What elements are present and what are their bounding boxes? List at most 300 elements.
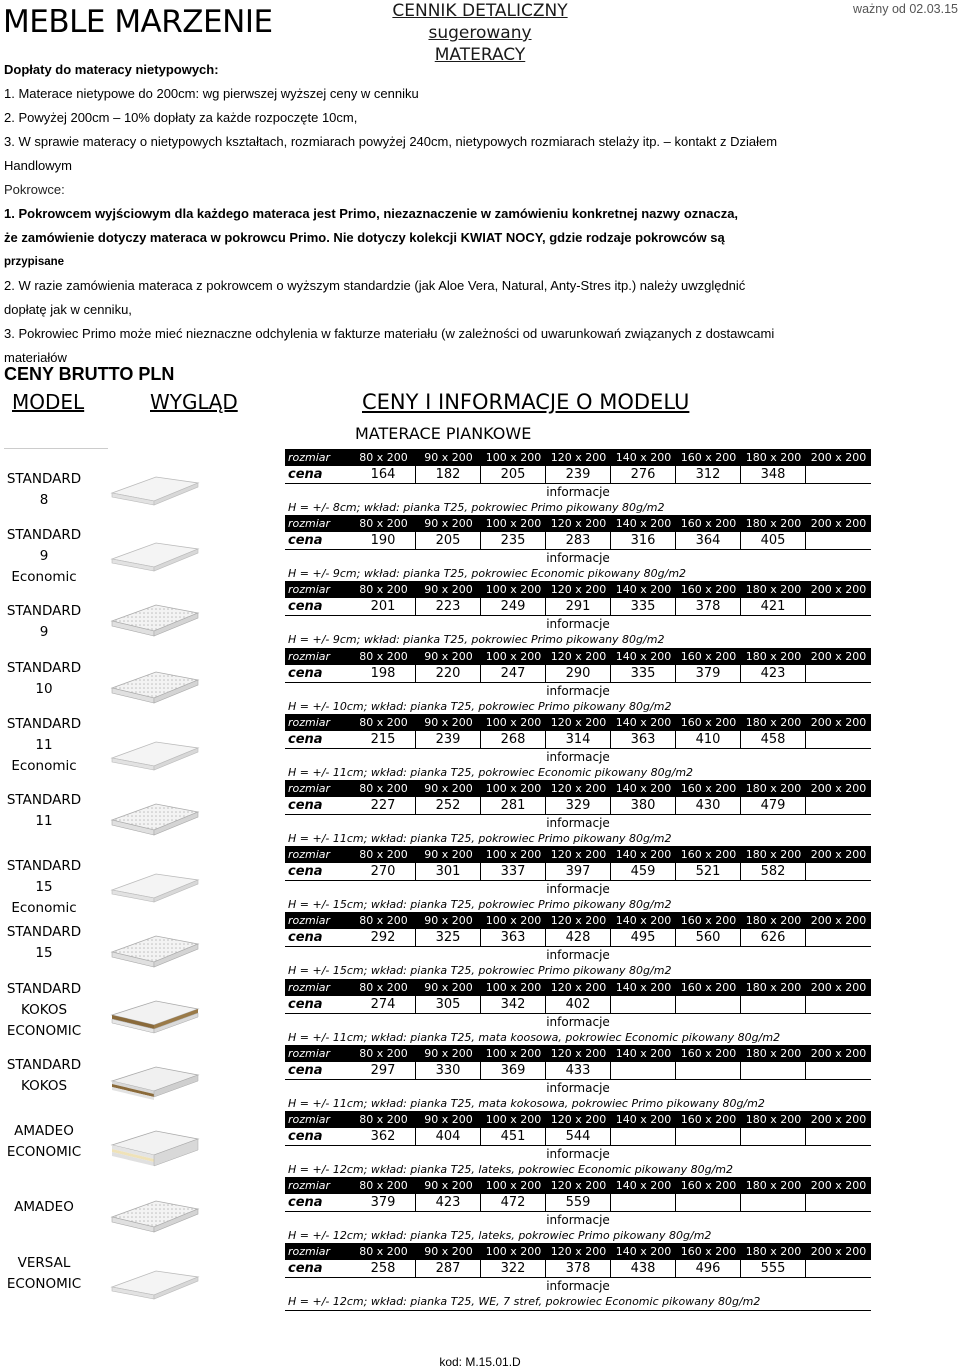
size-cell: 90 x 200	[424, 1113, 473, 1126]
size-cell: 200 x 200	[810, 1046, 867, 1060]
price-table	[285, 449, 871, 517]
mattress-image	[106, 794, 202, 838]
size-cell: 180 x 200	[745, 1046, 802, 1060]
covers-item-3: materiałów	[4, 350, 67, 365]
size-cell: 80 x 200	[359, 649, 408, 663]
price-table	[285, 846, 871, 914]
model-name-line: STANDARD	[6, 980, 82, 997]
size-cell: 160 x 200	[680, 980, 737, 994]
price-cell: 283	[546, 532, 611, 549]
price-cell	[806, 797, 870, 814]
size-cell: 200 x 200	[810, 782, 867, 795]
size-cell: 80 x 200	[359, 1245, 408, 1259]
price-cell	[611, 1194, 676, 1211]
price-cell: 223	[416, 598, 481, 615]
model-name	[4, 1055, 84, 1097]
model-name	[4, 856, 84, 919]
size-cell: 160 x 200	[680, 583, 737, 597]
price-cell: 198	[351, 665, 416, 682]
price-cell: 582	[741, 863, 806, 880]
price-cell: 423	[741, 665, 806, 682]
price-cell	[806, 532, 870, 549]
price-cell	[741, 1062, 806, 1079]
model-name-line: 15 Economic	[11, 879, 77, 917]
price-cell: 291	[546, 598, 611, 615]
price-cell: 458	[741, 731, 806, 748]
size-cell: 140 x 200	[615, 1046, 672, 1060]
price-cell	[676, 1128, 741, 1145]
price-cell: 239	[416, 731, 481, 748]
price-cell: 335	[611, 665, 676, 682]
price-cell: 495	[611, 929, 676, 946]
model-name-line: STANDARD	[6, 924, 82, 941]
price-table	[285, 1177, 871, 1245]
price-cell: 301	[416, 863, 481, 880]
model-name-line: STANDARD	[6, 1056, 82, 1073]
price-cell	[806, 665, 870, 682]
price-cell: 190	[351, 532, 416, 549]
model-info: H = +/- 11cm; wkład: pianka T25, pokrowiec Economic pikowany 80g/m2	[285, 765, 871, 782]
divider	[4, 448, 108, 449]
size-cell: 120 x 200	[550, 1113, 607, 1126]
size-cell: 100 x 200	[485, 1046, 542, 1060]
size-row	[285, 648, 871, 665]
mattress-image	[106, 529, 202, 573]
price-cell	[806, 929, 870, 946]
covers-item-1: 1. Pokrowcem wyjściowym dla każdego materaca jest Primo, niezaznaczenie w zamówieniu konkretnej nazwy oznacza,	[4, 206, 739, 221]
size-cell: 90 x 200	[424, 914, 473, 928]
price-row	[285, 598, 871, 616]
mattress-image	[106, 595, 202, 639]
price-cell	[611, 1062, 676, 1079]
surcharge-item: 2. Powyżej 200cm – 10% dopłaty za każde rozpoczęte 10cm,	[4, 110, 358, 125]
size-cell: 140 x 200	[615, 517, 672, 531]
info-label: informacje	[546, 1014, 610, 1029]
price-table	[285, 1045, 871, 1113]
price-table	[285, 714, 871, 782]
size-cell: 120 x 200	[550, 583, 607, 597]
size-cell: 200 x 200	[810, 1179, 867, 1193]
price-row	[285, 1194, 871, 1212]
size-row	[285, 912, 871, 929]
size-cell: 90 x 200	[424, 782, 473, 795]
price-table	[285, 912, 871, 980]
size-cell: 120 x 200	[550, 848, 607, 862]
size-cell: 200 x 200	[810, 1245, 867, 1259]
column-header-model: MODEL	[12, 390, 85, 414]
size-cell: 200 x 200	[810, 583, 867, 597]
size-cell: 90 x 200	[424, 1179, 473, 1193]
mattress-image	[106, 860, 202, 904]
size-cell: 180 x 200	[745, 1179, 802, 1193]
price-row	[285, 665, 871, 683]
size-cell: 180 x 200	[745, 782, 802, 795]
info-label: informacje	[546, 948, 610, 963]
price-row-label: cena	[288, 798, 323, 813]
price-row	[285, 466, 871, 484]
column-header-look: WYGLĄD	[150, 390, 238, 414]
price-row-label: cena	[288, 599, 323, 615]
size-cell: 200 x 200	[810, 649, 867, 663]
size-cell: 100 x 200	[485, 517, 542, 531]
price-row-label: cena	[288, 1062, 323, 1078]
size-row-label: rozmiar	[288, 517, 331, 531]
model-info: H = +/- 8cm; wkład: pianka T25, pokrowiec Primo pikowany 80g/m2	[285, 500, 871, 517]
price-cell: 215	[351, 731, 416, 748]
info-label: informacje	[546, 485, 610, 499]
model-name-line: Economic	[11, 757, 77, 774]
model-name-line: STANDARD	[6, 858, 82, 875]
price-cell	[741, 1128, 806, 1145]
section-title: MATERACE PIANKOWE	[355, 424, 532, 443]
size-row-label: rozmiar	[288, 848, 331, 862]
price-cell: 451	[481, 1128, 546, 1145]
size-row-label: rozmiar	[288, 649, 331, 663]
price-cell: 404	[416, 1128, 481, 1145]
price-cell: 364	[676, 532, 741, 549]
price-cell: 235	[481, 532, 546, 549]
size-cell: 120 x 200	[550, 1245, 607, 1259]
surcharge-heading: Dopłaty do materacy nietypowych:	[4, 62, 219, 77]
size-cell: 180 x 200	[745, 451, 802, 464]
size-cell: 140 x 200	[615, 1245, 672, 1259]
price-cell: 410	[676, 731, 741, 748]
size-cell: 100 x 200	[485, 451, 542, 464]
size-row-label: rozmiar	[288, 451, 331, 464]
model-info: H = +/- 12cm; wkład: pianka T25, lateks, pokrowiec Primo pikowany 80g/m2	[285, 1228, 871, 1245]
price-cell: 560	[676, 929, 741, 946]
model-name-line: KOKOS	[20, 1001, 68, 1018]
price-cell: 626	[741, 929, 806, 946]
size-cell: 100 x 200	[485, 782, 542, 795]
size-row-label: rozmiar	[288, 715, 331, 729]
price-cell: 433	[546, 1062, 611, 1079]
model-info: H = +/- 11cm; wkład: pianka T25, mata kokosowa, pokrowiec Primo pikowany 80g/m2	[285, 1096, 871, 1113]
model-name	[4, 790, 84, 832]
price-cell: 164	[351, 466, 416, 483]
price-cell: 428	[546, 929, 611, 946]
document-title-line-2: MATERACY	[434, 45, 526, 65]
size-cell: 80 x 200	[359, 848, 408, 862]
price-cell	[806, 466, 870, 483]
size-cell: 80 x 200	[359, 980, 408, 994]
size-row	[285, 1243, 871, 1260]
size-cell: 120 x 200	[550, 914, 607, 928]
price-row-label: cena	[288, 533, 323, 549]
size-cell: 200 x 200	[810, 914, 867, 928]
price-cell: 335	[611, 598, 676, 615]
size-cell: 120 x 200	[550, 1179, 607, 1193]
model-name	[4, 1197, 84, 1218]
covers-item-3: 3. Pokrowiec Primo może mieć nieznaczne odchylenia w fakturze materiału (w zależności od uwarunkowań związanych z dostawcami	[4, 326, 775, 341]
model-name-line: 11	[35, 813, 53, 829]
price-cell: 258	[351, 1260, 416, 1277]
model-name-line: 15	[35, 945, 53, 962]
covers-item-1: że zamówienie dotyczy materaca w pokrowcu Primo. Nie dotyczy kolekcji KWIAT NOCY, gdzie rodzaje pokrowców są	[4, 230, 725, 245]
model-name	[4, 714, 84, 777]
size-row	[285, 1111, 871, 1128]
info-label: informacje	[546, 1213, 610, 1228]
covers-item-2: dopłatę jak w cenniku,	[4, 302, 132, 317]
size-cell: 100 x 200	[485, 1113, 542, 1126]
model-info: H = +/- 12cm; wkład: pianka T25, WE, 7 stref, pokrowiec Economic pikowany 80g/m2	[285, 1294, 871, 1311]
model-name	[4, 1253, 84, 1295]
model-name-line: VERSAL	[17, 1255, 71, 1272]
price-row	[285, 731, 871, 749]
size-cell: 120 x 200	[550, 782, 607, 795]
price-row	[285, 1260, 871, 1278]
model-name-line: STANDARD	[6, 715, 82, 732]
surcharge-item: 1. Materace nietypowe do 200cm: wg pierwszej wyższej ceny w cenniku	[4, 86, 419, 101]
size-cell: 140 x 200	[615, 980, 672, 994]
model-name	[4, 469, 84, 511]
model-info: H = +/- 9cm; wkład: pianka T25, pokrowiec Primo pikowany 80g/m2	[285, 632, 871, 649]
size-cell: 160 x 200	[680, 715, 737, 729]
model-name	[4, 922, 84, 964]
size-row	[285, 581, 871, 598]
price-row-label: cena	[288, 1195, 323, 1211]
price-cell	[806, 1062, 870, 1079]
size-cell: 90 x 200	[424, 980, 473, 994]
size-cell: 180 x 200	[745, 583, 802, 597]
price-row-label: cena	[288, 665, 323, 681]
price-cell: 322	[481, 1260, 546, 1277]
info-label: informacje	[546, 551, 610, 566]
price-cell: 369	[481, 1062, 546, 1079]
price-cell	[806, 1194, 870, 1211]
model-name	[4, 658, 84, 700]
price-cell: 325	[416, 929, 481, 946]
price-row-label: cena	[288, 1129, 323, 1144]
size-cell: 160 x 200	[680, 848, 737, 862]
model-name-line: KOKOS	[20, 1077, 68, 1094]
size-cell: 80 x 200	[359, 583, 408, 597]
info-label: informacje	[546, 617, 610, 632]
model-name-line: STANDARD	[6, 659, 82, 676]
size-cell: 80 x 200	[359, 517, 408, 531]
size-cell: 100 x 200	[485, 649, 542, 663]
model-name	[4, 1121, 84, 1163]
size-cell: 180 x 200	[745, 1113, 802, 1126]
price-cell: 305	[416, 996, 481, 1013]
price-cell: 201	[351, 598, 416, 615]
size-cell: 140 x 200	[615, 1113, 672, 1126]
size-row	[285, 780, 871, 797]
size-cell: 180 x 200	[745, 517, 802, 531]
price-row	[285, 996, 871, 1014]
price-cell: 378	[676, 598, 741, 615]
price-cell: 479	[741, 797, 806, 814]
size-cell: 160 x 200	[680, 451, 737, 464]
mattress-image	[106, 1257, 202, 1301]
size-cell: 200 x 200	[810, 848, 867, 862]
valid-from-date: ważny od 02.03.15	[853, 2, 958, 16]
model-name-line: STANDARD	[6, 792, 82, 808]
size-cell: 200 x 200	[810, 451, 867, 464]
size-cell: 80 x 200	[359, 782, 408, 795]
price-cell: 316	[611, 532, 676, 549]
size-cell: 160 x 200	[680, 517, 737, 531]
size-row-label: rozmiar	[288, 782, 331, 795]
price-table	[285, 780, 871, 848]
price-cell: 220	[416, 665, 481, 682]
price-cell	[806, 1260, 870, 1277]
info-label: informacje	[546, 749, 610, 764]
model-name-line: ECONOMIC	[6, 1276, 82, 1293]
price-table	[285, 581, 871, 649]
price-cell: 379	[351, 1194, 416, 1211]
size-cell: 200 x 200	[810, 1113, 867, 1126]
price-cell	[611, 996, 676, 1013]
size-cell: 180 x 200	[745, 848, 802, 862]
size-cell: 120 x 200	[550, 980, 607, 994]
price-cell: 287	[416, 1260, 481, 1277]
size-cell: 200 x 200	[810, 715, 867, 729]
size-row	[285, 714, 871, 731]
size-cell: 80 x 200	[359, 1046, 408, 1060]
price-cell: 329	[546, 797, 611, 814]
model-info: H = +/- 11cm; wkład: pianka T25, mata koosowa, pokrowiec Economic pikowany 80g/m2	[285, 1030, 871, 1047]
size-cell: 80 x 200	[359, 914, 408, 928]
column-header-info: CENY I INFORMACJE O MODELU	[362, 390, 690, 414]
price-cell: 555	[741, 1260, 806, 1277]
price-cell: 252	[416, 797, 481, 814]
price-cell: 438	[611, 1260, 676, 1277]
mattress-image	[106, 926, 202, 970]
price-cell: 290	[546, 665, 611, 682]
size-cell: 90 x 200	[424, 517, 473, 531]
size-row	[285, 1045, 871, 1062]
price-cell: 330	[416, 1062, 481, 1079]
price-cell: 496	[676, 1260, 741, 1277]
model-name-line: ECONOMIC	[6, 1144, 82, 1160]
price-cell: 314	[546, 731, 611, 748]
model-info: H = +/- 9cm; wkład: pianka T25, pokrowiec Economic pikowany 80g/m2	[285, 566, 871, 583]
size-row-label: rozmiar	[288, 1245, 331, 1259]
price-cell: 247	[481, 665, 546, 682]
price-row	[285, 863, 871, 881]
model-info: H = +/- 12cm; wkład: pianka T25, lateks, pokrowiec Economic pikowany 80g/m2	[285, 1162, 871, 1179]
model-name-line: 10	[35, 680, 53, 697]
size-row-label: rozmiar	[288, 980, 331, 994]
price-row	[285, 1128, 871, 1146]
price-row	[285, 532, 871, 550]
price-cell: 380	[611, 797, 676, 814]
size-cell: 80 x 200	[359, 715, 408, 729]
size-cell: 120 x 200	[550, 649, 607, 663]
info-label: informacje	[546, 1080, 610, 1095]
price-cell: 472	[481, 1194, 546, 1211]
surcharge-item: Handlowym	[4, 158, 72, 173]
price-table	[285, 1243, 871, 1311]
mattress-image	[106, 662, 202, 706]
surcharge-item: 3. W sprawie materacy o nietypowych kształtach, rozmiarach powyżej 240cm, nietypowych rozmiarach stelaży itp. – kontakt z Działem	[4, 134, 778, 149]
model-name-line: STANDARD 8	[6, 471, 82, 508]
size-cell: 140 x 200	[615, 583, 672, 597]
info-label: informacje	[546, 683, 610, 698]
model-name-line: Economic	[11, 569, 77, 586]
prices-label: CENY BRUTTO PLN	[4, 364, 175, 384]
size-cell: 140 x 200	[615, 451, 672, 464]
price-cell: 423	[416, 1194, 481, 1211]
size-row	[285, 979, 871, 996]
price-row-label: cena	[288, 930, 323, 946]
size-cell: 80 x 200	[359, 451, 408, 464]
size-cell: 160 x 200	[680, 649, 737, 663]
price-row-label: cena	[288, 864, 323, 880]
price-cell: 276	[611, 466, 676, 483]
price-cell: 459	[611, 863, 676, 880]
model-name-line: ECONOMIC	[6, 1022, 82, 1039]
info-label: informacje	[546, 816, 610, 830]
size-cell: 90 x 200	[424, 583, 473, 597]
size-cell: 140 x 200	[615, 782, 672, 795]
mattress-image	[106, 728, 202, 772]
price-cell: 362	[351, 1128, 416, 1145]
size-cell: 160 x 200	[680, 914, 737, 928]
price-row	[285, 929, 871, 947]
size-cell: 90 x 200	[424, 848, 473, 862]
size-cell: 140 x 200	[615, 848, 672, 862]
price-cell	[676, 1062, 741, 1079]
price-cell	[806, 1128, 870, 1145]
mattress-image	[106, 1125, 202, 1169]
size-cell: 90 x 200	[424, 1245, 473, 1259]
price-cell: 249	[481, 598, 546, 615]
price-cell	[741, 1194, 806, 1211]
model-name-line: 11	[35, 736, 53, 753]
model-name	[4, 601, 84, 643]
size-cell: 160 x 200	[680, 1113, 737, 1126]
size-cell: 120 x 200	[550, 451, 607, 464]
size-cell: 180 x 200	[745, 914, 802, 928]
price-cell	[806, 863, 870, 880]
size-row	[285, 1177, 871, 1194]
price-cell: 397	[546, 863, 611, 880]
size-cell: 100 x 200	[485, 1245, 542, 1259]
size-row-label: rozmiar	[288, 1113, 331, 1126]
size-cell: 90 x 200	[424, 649, 473, 663]
mattress-image	[106, 1059, 202, 1103]
size-cell: 180 x 200	[745, 980, 802, 994]
price-cell: 205	[416, 532, 481, 549]
size-cell: 180 x 200	[745, 649, 802, 663]
price-cell: 363	[481, 929, 546, 946]
document-title	[342, 0, 618, 66]
size-cell: 90 x 200	[424, 1046, 473, 1060]
model-name	[4, 525, 84, 588]
price-cell: 363	[611, 731, 676, 748]
price-cell: 430	[676, 797, 741, 814]
size-cell: 120 x 200	[550, 517, 607, 531]
size-cell: 100 x 200	[485, 914, 542, 928]
covers-item-2: 2. W razie zamówienia materaca z pokrowcem o wyższym standardzie (jak Aloe Vera, Natural, Anty-Stres itp.) należy uwzględnić	[4, 278, 746, 293]
footer-code: kod: M.15.01.D	[439, 1355, 521, 1369]
price-cell	[676, 996, 741, 1013]
notes-section	[4, 58, 956, 370]
price-cell	[806, 598, 870, 615]
price-table	[285, 1111, 871, 1179]
model-name-line: AMADEO	[14, 1199, 74, 1216]
covers-item-1: przypisane	[4, 256, 65, 268]
info-label: informacje	[546, 882, 610, 897]
price-cell: 348	[741, 466, 806, 483]
price-cell	[806, 996, 870, 1013]
size-cell: 100 x 200	[485, 848, 542, 862]
info-label: informacje	[546, 1147, 610, 1161]
size-cell: 100 x 200	[485, 1179, 542, 1193]
size-cell: 140 x 200	[615, 649, 672, 663]
